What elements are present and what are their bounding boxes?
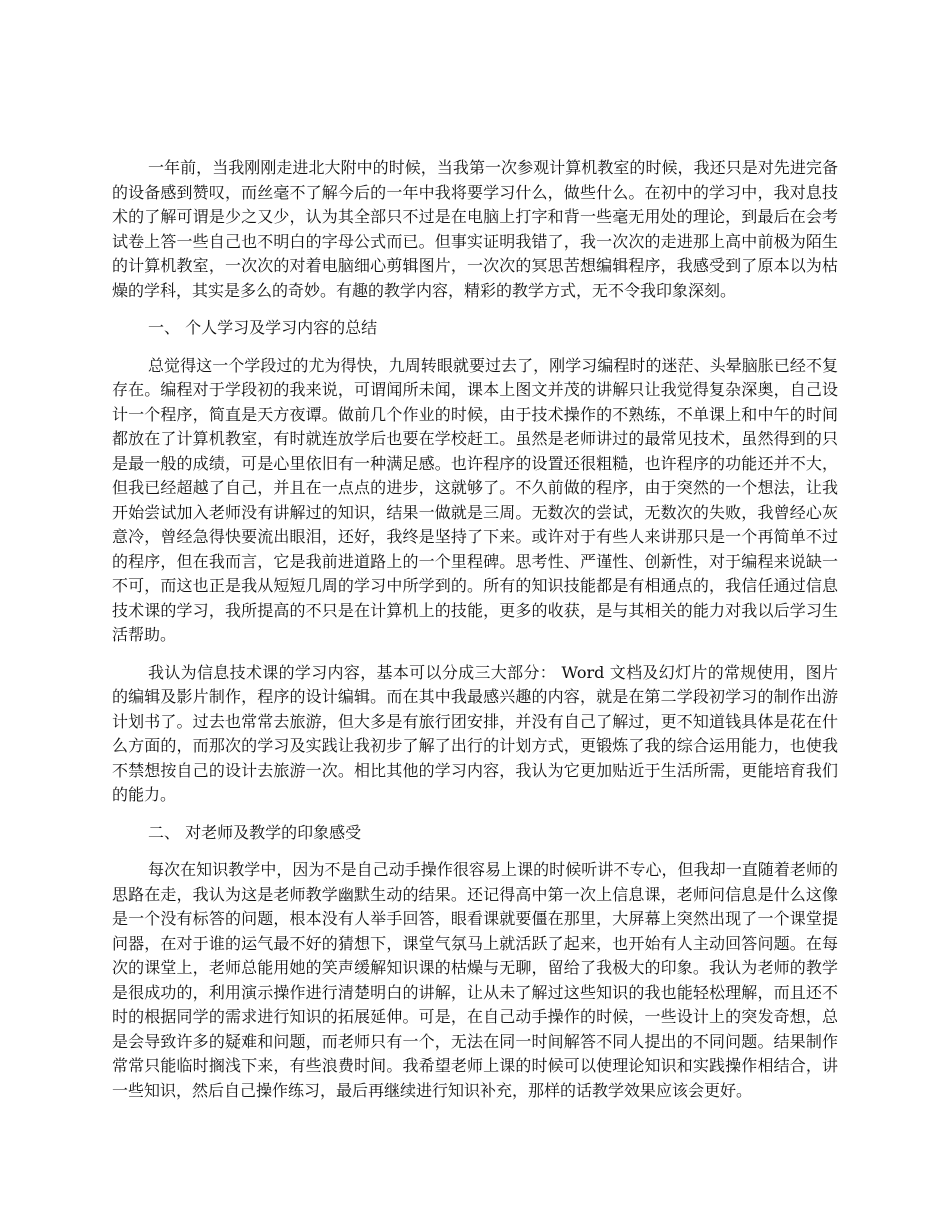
- intro-paragraph: 一年前，当我刚刚走进北大附中的时候，当我第一次参观计算机教室的时候，我还只是对先进完备的设备感到赞叹，而丝毫不了解今后的一年中我将要学习什么，做些什么。在初中的学习中，我对息技术的了解可谓是少之又少，认为其全部只不过是在电脑上打字和背一些毫无用处的理论，到最后在会考试卷上答一些自己也不明白的字母公式而已。但事实证明我错了，我一次次的走进那上高中前极为陌生的计算机教室，一次次的对着电脑细心剪辑图片，一次次的冥思苦想编辑程序，我感受到了原本以为枯燥的学科，其实是多么的奇妙。有趣的教学内容，精彩的教学方式，无不令我印象深刻。: [112, 158, 838, 300]
- section-2-heading: 二、 对老师及教学的印象感受: [148, 822, 362, 842]
- section-1-paragraph-1: 总觉得这一个学段过的尤为得快，九周转眼就要过去了，刚学习编程时的迷茫、头晕脑胀已经不复存在。编程对于学段初的我来说，可谓闻所未闻，课本上图文并茂的讲解只让我觉得复杂深奥，自己设计一个程序，简直是天方夜谭。做前几个作业的时候，由于技术操作的不熟练，不单课上和中午的时间都放在了计算机教室，有时就连放学后也要在学校赶工。虽然是老师讲过的最常见技术，虽然得到的只是最一般的成绩，可是心里依旧有一种满足感。也许程序的设置还很粗糙，也许程序的功能还并不大，但我已经超越了自己，并且在一点点的进步，这就够了。不久前做的程序，由于突然的一个想法，让我开始尝试加入老师没有讲解过的知识，结果一做就是三周。无数次的尝试，无数次的失败，我曾经心灰意冷，曾经急得快要流出眼泪，还好，我终是坚持了下来。或许对于有些人来讲那只是一个再简单不过的程序，但在我而言，它是我前进道路上的一个里程碑。思考性、严谨性、创新性，对于编程来说缺一不可，而这也正是我从短短几周的学习中所学到的。所有的知识技能都是有相通点的，我信任通过信息技术课的学习，我所提高的不只是在计算机上的技能，更多的收获，是与其相关的能力对我以后学习生活帮助。: [112, 355, 838, 644]
- section-2-paragraph-1: 每次在知识教学中，因为不是自己动手操作很容易上课的时候听讲不专心，但我却一直随着老师的思路在走，我认为这是老师教学幽默生动的结果。还记得高中第一次上信息课，老师问信息是什么这像是一个没有标答的问题，根本没有人举手回答，眼看课就要僵在那里，大屏幕上突然出现了一个课堂提问器，在对于谁的运气最不好的猜想下，课堂气氛马上就活跃了起来，也开始有人主动回答问题。在每次的课堂上，老师总能用她的笑声缓解知识课的枯燥与无聊，留给了我极大的印象。我认为老师的教学是很成功的，利用演示操作进行清楚明白的讲解，让从未了解过这些知识的我也能轻松理解，而且还不时的根据同学的需求进行知识的拓展延伸。可是，在自己动手操作的时候，一些设计上的突发奇想，总是会导致许多的疑难和问题，而老师只有一个，无法在同一时间解答不同人提出的不同问题。结果制作常常只能临时搁浅下来，有些浪费时间。我希望老师上课的时候可以使理论知识和实践操作相结合，讲一些知识，然后自己操作练习，最后再继续进行知识补充，那样的话教学效果应该会更好。: [112, 860, 838, 1100]
- section-1-heading: 一、 个人学习及学习内容的总结: [148, 318, 378, 337]
- document-page: [112, 156, 838, 1116]
- section-1-paragraph-2: 我认为信息技术课的学习内容，基本可以分成三大部分： Word 文档及幻灯片的常规使用，图片的编辑及影片制作，程序的设计编辑。而在其中我最感兴趣的内容，就是在第二学段初学习的制作出游计划书了。过去也常常去旅游，但大多是有旅行团安排，并没有自己了解过，更不知道钱具体是花在什么方面的，而那次的学习及实践让我初步了解了出行的计划方式，更锻炼了我的综合运用能力，也使我不禁想按自己的设计去旅游一次。相比其他的学习内容，我认为它更加贴近于生活所需，更能培育我们的能力。: [112, 662, 838, 804]
